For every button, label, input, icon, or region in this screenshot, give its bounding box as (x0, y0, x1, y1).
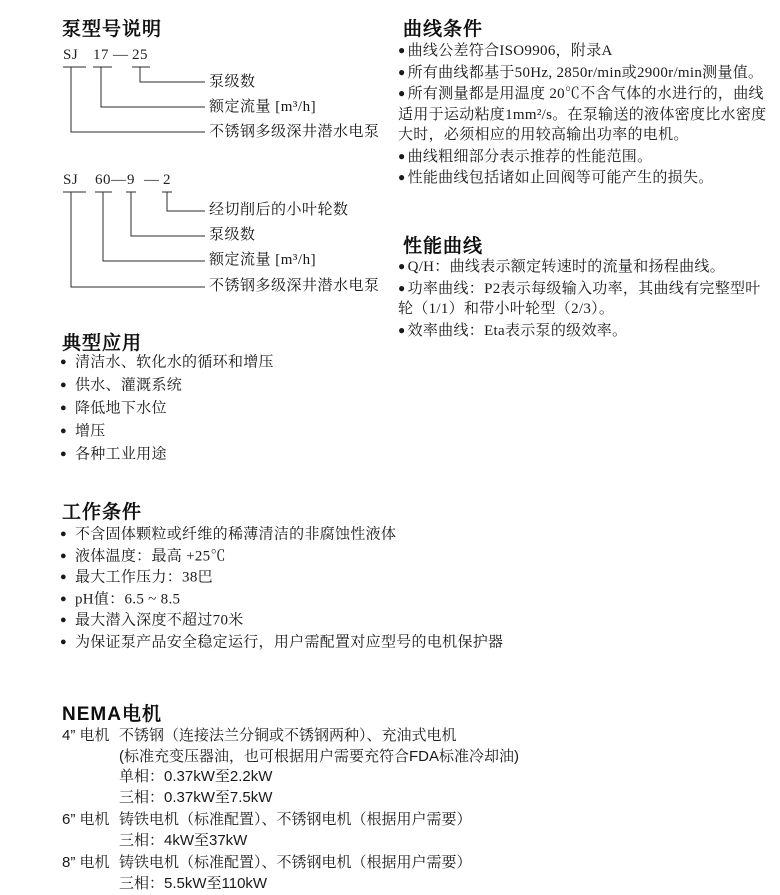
list-item-text: 功率曲线：P2表示每级输入功率，其曲线有完整型叶轮（1/1）和带小叶轮型（2/3）。 (398, 280, 761, 317)
nema-spec-line: 三相：0.37kW至7.5kW (119, 788, 273, 806)
list-item-text: 所有测量都是用温度 20℃不含气体的水进行的，曲线适用于运动粘度1mm²/s。在泵输送的液体密度比水密度大时，必须相应的用较高输出功率的电机。 (398, 86, 767, 143)
list-item (60, 524, 503, 546)
list-item-text: 清洁水、软化水的循环和增压 (74, 354, 274, 371)
performance-curves-list (398, 256, 770, 341)
bullet-icon: ● (398, 170, 406, 184)
model-code-dash: — (111, 172, 127, 188)
model-number-diagram-1 (55, 46, 395, 146)
list-item (60, 589, 503, 611)
nema-motor-row-4in (62, 726, 519, 808)
bullet-icon: ● (398, 280, 406, 295)
bullet-icon: ● (60, 571, 67, 583)
diagram-label-stages: 泵级数 (209, 227, 256, 243)
bullet-icon: ● (60, 402, 67, 414)
nema-spec-line: 铸铁电机（标准配置）、不锈钢电机（根据用户需要） (119, 811, 472, 828)
model-number-diagram-2 (55, 171, 395, 301)
bullet-icon: ● (398, 148, 406, 163)
section-title-typical-applications: 典型应用 (62, 333, 143, 354)
bullet-icon: ● (60, 635, 67, 648)
bullet-icon: ● (60, 614, 67, 626)
list-item-text: 曲线公差符合ISO9906，附录A (407, 43, 613, 59)
list-item (398, 40, 770, 62)
list-item (60, 546, 503, 568)
list-item-text: 不含固体颗粒或纤维的稀薄清洁的非腐蚀性液体 (74, 526, 397, 543)
bullet-icon: ● (398, 86, 406, 100)
curve-conditions-list (398, 40, 770, 189)
section-title-curve-conditions: 曲线条件 (403, 19, 484, 40)
nema-motors-table (62, 726, 519, 895)
list-item (60, 610, 503, 632)
nema-motor-row-8in (62, 853, 519, 894)
diagram-label-stages: 泵级数 (209, 74, 256, 90)
list-item-text: 性能曲线包括诸如止回阀等可能产生的损失。 (407, 170, 714, 186)
nema-motor-specs (119, 853, 472, 894)
model-code-part: 25 (132, 47, 148, 63)
nema-motor-size: 8” 电机 (62, 854, 110, 871)
list-item (60, 443, 274, 466)
model-code-part: 17 (93, 47, 109, 63)
nema-motor-specs (119, 810, 472, 851)
model-code-part: 60 (95, 172, 111, 188)
model-code-dash: — (144, 172, 160, 188)
nema-motor-specs (119, 726, 519, 808)
nema-spec-line: 单相：0.37kW至2.2kW (119, 768, 273, 785)
list-item (60, 632, 503, 654)
nema-motor-size: 6” 电机 (62, 811, 110, 828)
model-code-part: SJ (63, 172, 79, 188)
nema-spec-line: 三相：4kW至37kW (119, 831, 248, 849)
bullet-icon: ● (60, 592, 67, 605)
nema-spec-line: 铸铁电机（标准配置）、不锈钢电机（根据用户需要） (119, 854, 472, 871)
list-item-text: 最大工作压力：38巴 (74, 569, 213, 586)
bullet-icon: ● (60, 549, 67, 562)
diagram-label-flow: 额定流量 [m³/h] (209, 252, 317, 268)
bullet-icon: ● (398, 43, 406, 57)
diagram-label-pump-type: 不锈钢多级深井潜水电泵 (209, 124, 380, 140)
list-item-text: 供水、灌溉系统 (74, 377, 183, 394)
list-item-text: 曲线粗细部分表示推荐的性能范围。 (407, 148, 653, 165)
bullet-icon: ● (398, 64, 406, 79)
list-item-text: 增压 (74, 423, 106, 440)
list-item (398, 320, 770, 342)
section-title-nema-motors: NEMA电机 (62, 704, 162, 725)
typical-applications-list (60, 351, 274, 466)
bullet-icon: ● (60, 356, 67, 368)
diagram-label-pump-type: 不锈钢多级深井潜水电泵 (209, 278, 380, 294)
list-item (398, 83, 770, 146)
list-item (398, 256, 770, 278)
list-item (398, 62, 770, 84)
list-item-text: 为保证泵产品安全稳定运行，用户需配置对应型号的电机保护器 (74, 634, 504, 650)
nema-motor-row-6in (62, 810, 519, 851)
list-item-text: 效率曲线：Eta表示泵的级效率。 (407, 322, 628, 339)
working-conditions-list (60, 524, 503, 653)
list-item-text: 最大潜入深度不超过70米 (74, 612, 244, 629)
list-item (60, 374, 274, 397)
list-item (398, 278, 770, 320)
list-item (60, 397, 274, 420)
list-item (398, 167, 770, 189)
bullet-icon: ● (60, 379, 67, 391)
list-item-text: 各种工业用途 (74, 446, 167, 463)
section-title-performance-curves: 性能曲线 (403, 236, 484, 257)
diagram-label-flow: 额定流量 [m³/h] (209, 99, 317, 115)
list-item-text: pH值：6.5 ~ 8.5 (74, 591, 181, 607)
diagram-label-trimmed-impellers: 经切削后的小叶轮数 (209, 202, 349, 218)
section-title-model-explanation: 泵型号说明 (62, 19, 163, 40)
section-title-working-conditions: 工作条件 (62, 502, 143, 523)
model-code-part: SJ (63, 47, 79, 63)
bullet-icon: ● (398, 259, 406, 273)
list-item-text: 降低地下水位 (74, 400, 167, 417)
list-item (60, 351, 274, 374)
nema-spec-line: 不锈钢（连接法兰分铜或不锈钢两种）、充油式电机 (119, 727, 457, 744)
list-item-text: 液体温度：最高 +25℃ (74, 548, 226, 564)
list-item (60, 567, 503, 589)
bullet-icon: ● (60, 425, 67, 437)
model-code-part: 2 (163, 172, 171, 188)
list-item (398, 146, 770, 168)
model-code-part: 9 (127, 172, 135, 188)
bullet-icon: ● (60, 528, 67, 540)
model-code-dash: — (113, 47, 129, 63)
list-item-text: Q/H：曲线表示额定转速时的流量和扬程曲线。 (407, 259, 725, 275)
nema-motor-size: 4” 电机 (62, 727, 110, 744)
bullet-icon: ● (398, 322, 406, 337)
bullet-icon: ● (60, 448, 67, 460)
list-item (60, 420, 274, 443)
list-item-text: 所有曲线都基于50Hz, 2850r/min或2900r/min测量值。 (407, 64, 764, 81)
nema-spec-line: (标准充变压器油，也可根据用户需要充符合FDA标准冷却油) (119, 747, 519, 765)
nema-spec-line: 三相：5.5kW至110kW (119, 874, 268, 892)
